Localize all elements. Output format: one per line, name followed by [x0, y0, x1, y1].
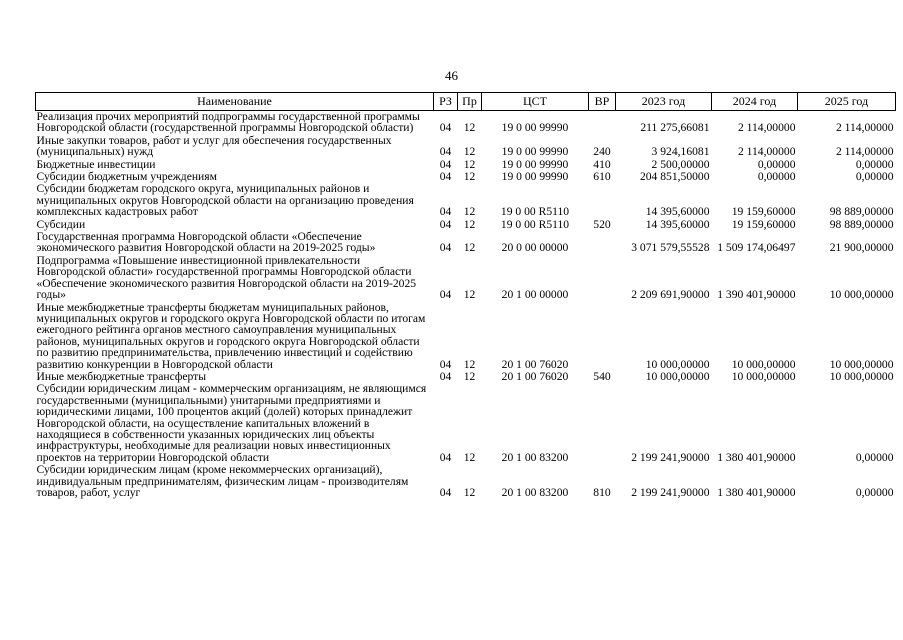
header-cst: ЦСТ [482, 93, 589, 111]
cell-2025: 10 000,00000 [829, 369, 894, 383]
cell-vr: 610 [593, 170, 611, 184]
cell-pr: 12 [463, 288, 476, 302]
header-vr: ВР [589, 93, 616, 111]
cell-2025: 2 114,00000 [835, 121, 894, 135]
cell-rz: 04 [439, 205, 452, 219]
cell-pr: 12 [463, 121, 476, 135]
cell-name: Субсидии юридическим лицам - коммерческим организациям, не являющимся государственными (муниципальными) унитарными предприятиями и юридическими лицами, 100 процентов акций (долей) которых принадлежит Новгородской области, на осуществление капитальных вложений в находящиеся в собственности указанных юридических лиц объекты инфраструктуры, необходимые для реализации новых инвестиционных проектов на территории Новгородской области [36, 382, 427, 464]
cell-cst: 19 0 00 99990 [501, 170, 569, 184]
cell-2023: 3 071 579,55528 [631, 241, 710, 255]
cell-name: Субсидии бюджетным учреждениям [36, 170, 217, 184]
cell-name: Иные межбюджетные трансферты бюджетам муниципальных районов, муниципальных округов и городского округа Новгородской области по итогам ежегодного рейтинга органов местного самоуправления муниципальных районов, муниципальных округов и городского округа Новгородской области по развитию предпринимательства, привлечению инвестиций и содействию развитию конкуренции в Новгородской области [36, 300, 426, 371]
cell-vr [589, 302, 616, 371]
cell-2024: 1 509 174,06497 [717, 241, 796, 255]
cell-pr: 12 [463, 157, 476, 171]
cell-cst: 19 0 00 99990 [501, 121, 569, 135]
cell-vr: 240 [593, 145, 611, 159]
cell-vr: 520 [593, 217, 611, 231]
cell-2024: 0,00000 [757, 170, 796, 184]
table-row [36, 464, 896, 499]
cell-2023: 3 924,16081 [651, 145, 710, 159]
header-rz: РЗ [434, 93, 458, 111]
cell-pr: 12 [463, 170, 476, 184]
cell-2023: 2 199 241,90000 [631, 450, 710, 464]
cell-vr [589, 183, 616, 218]
table-header-row [36, 93, 896, 111]
cell-vr: 810 [593, 486, 611, 499]
cell-name: Иные межбюджетные трансферты [36, 369, 207, 383]
cell-name: Субсидии бюджетам городского округа, муниципальных районов и муниципальных округов Новгородской области на организацию проведения комплексных кадастровых работ [36, 182, 414, 219]
cell-pr: 12 [463, 241, 476, 255]
cell-2025: 98 889,00000 [829, 217, 894, 231]
table-row [36, 111, 896, 135]
cell-2025: 98 889,00000 [829, 205, 894, 219]
cell-pr: 12 [463, 217, 476, 231]
table-row [36, 231, 896, 255]
table-row [36, 135, 896, 159]
cell-2024: 10 000,00000 [731, 369, 796, 383]
cell-pr: 12 [463, 450, 476, 464]
table-row [36, 302, 896, 371]
cell-2025: 10 000,00000 [829, 288, 894, 302]
cell-2025: 0,00000 [855, 170, 894, 184]
cell-2024: 10 000,00000 [731, 357, 796, 371]
cell-vr [589, 231, 616, 255]
cell-vr: 540 [593, 369, 611, 383]
cell-pr: 12 [463, 369, 476, 383]
cell-2023: 211 275,66081 [640, 121, 710, 135]
cell-vr [589, 255, 616, 302]
cell-rz: 04 [439, 217, 452, 231]
cell-pr: 12 [463, 145, 476, 159]
cell-2023: 14 395,60000 [645, 217, 710, 231]
cell-pr: 12 [463, 486, 476, 499]
cell-vr [589, 383, 616, 464]
cell-rz: 04 [439, 121, 452, 135]
cell-cst: 20 1 00 00000 [501, 288, 569, 302]
cell-name: Субсидии юридическим лицам (кроме некоммерческих организаций), индивидуальным предпринимателям, физическим лицам - производителям товаров, работ, услуг [36, 463, 409, 499]
budget-table [35, 92, 896, 499]
cell-cst: 19 0 00 99990 [501, 157, 569, 171]
header-2024: 2024 год [712, 93, 798, 111]
cell-name: Иные закупки товаров, работ и услуг для обеспечения государственных (муниципальных) нужд [36, 133, 392, 159]
cell-2025: 2 114,00000 [835, 145, 894, 159]
cell-rz: 04 [439, 145, 452, 159]
table-body [36, 111, 896, 500]
cell-2025: 0,00000 [855, 450, 894, 464]
cell-2023: 2 209 691,90000 [631, 288, 710, 302]
cell-rz: 04 [439, 369, 452, 383]
cell-vr [589, 111, 616, 135]
cell-cst: 19 0 00 R5110 [500, 205, 570, 219]
cell-2024: 2 114,00000 [737, 121, 796, 135]
table-row [36, 183, 896, 218]
cell-2024: 19 159,60000 [731, 205, 796, 219]
page-number: 46 [445, 68, 458, 83]
cell-rz: 04 [439, 450, 452, 464]
cell-name: Государственная программа Новгородской области «Обеспечение экономического развития Новгородской области на 2019-2025 годы» [36, 230, 376, 255]
cell-2023: 14 395,60000 [645, 205, 710, 219]
cell-2024: 19 159,60000 [731, 217, 796, 231]
cell-2024: 1 380 401,90000 [717, 486, 796, 499]
cell-2025: 0,00000 [855, 157, 894, 171]
cell-2025: 21 900,00000 [829, 241, 894, 255]
cell-cst: 20 1 00 76020 [501, 369, 569, 383]
cell-2024: 1 380 401,90000 [717, 450, 796, 464]
cell-name: Подпрограмма «Повышение инвестиционной привлекательности Новгородской области» государственной программы Новгородской области «Обеспечение экономического развития Новгородской области на 2019-2025 годы» [36, 253, 417, 302]
cell-rz: 04 [439, 357, 452, 371]
cell-rz: 04 [439, 170, 452, 184]
cell-2023: 10 000,00000 [645, 357, 710, 371]
cell-rz: 04 [439, 157, 452, 171]
cell-cst: 20 1 00 76020 [501, 357, 569, 371]
cell-2025: 10 000,00000 [829, 357, 894, 371]
cell-2024: 1 390 401,90000 [717, 288, 796, 302]
cell-rz: 04 [439, 486, 452, 499]
cell-2024: 0,00000 [757, 157, 796, 171]
cell-2025: 0,00000 [855, 486, 894, 499]
cell-name: Субсидии [36, 217, 86, 231]
cell-pr: 12 [463, 205, 476, 219]
cell-2023: 204 851,50000 [639, 170, 710, 184]
header-pr: Пр [458, 93, 482, 111]
cell-name: Реализация прочих мероприятий подпрограммы государственной программы Новгородской области (государственной программы Новгородской области) [36, 110, 420, 135]
cell-2024: 2 114,00000 [737, 145, 796, 159]
table-row [36, 383, 896, 464]
cell-cst: 20 0 00 00000 [501, 241, 569, 255]
table-row [36, 255, 896, 302]
cell-vr: 410 [593, 157, 611, 171]
cell-cst: 20 1 00 83200 [501, 450, 569, 464]
cell-name: Бюджетные инвестиции [36, 157, 156, 171]
cell-rz: 04 [439, 241, 452, 255]
cell-rz: 04 [439, 288, 452, 302]
cell-2023: 2 500,00000 [651, 157, 710, 171]
header-2025: 2025 год [798, 93, 896, 111]
cell-2023: 10 000,00000 [645, 369, 710, 383]
cell-cst: 20 1 00 83200 [501, 486, 569, 499]
cell-cst: 19 0 00 99990 [501, 145, 569, 159]
cell-2023: 2 199 241,90000 [631, 486, 710, 499]
cell-pr: 12 [463, 357, 476, 371]
header-2023: 2023 год [616, 93, 712, 111]
header-name: Наименование [36, 93, 434, 111]
cell-cst: 19 0 00 R5110 [500, 217, 570, 231]
